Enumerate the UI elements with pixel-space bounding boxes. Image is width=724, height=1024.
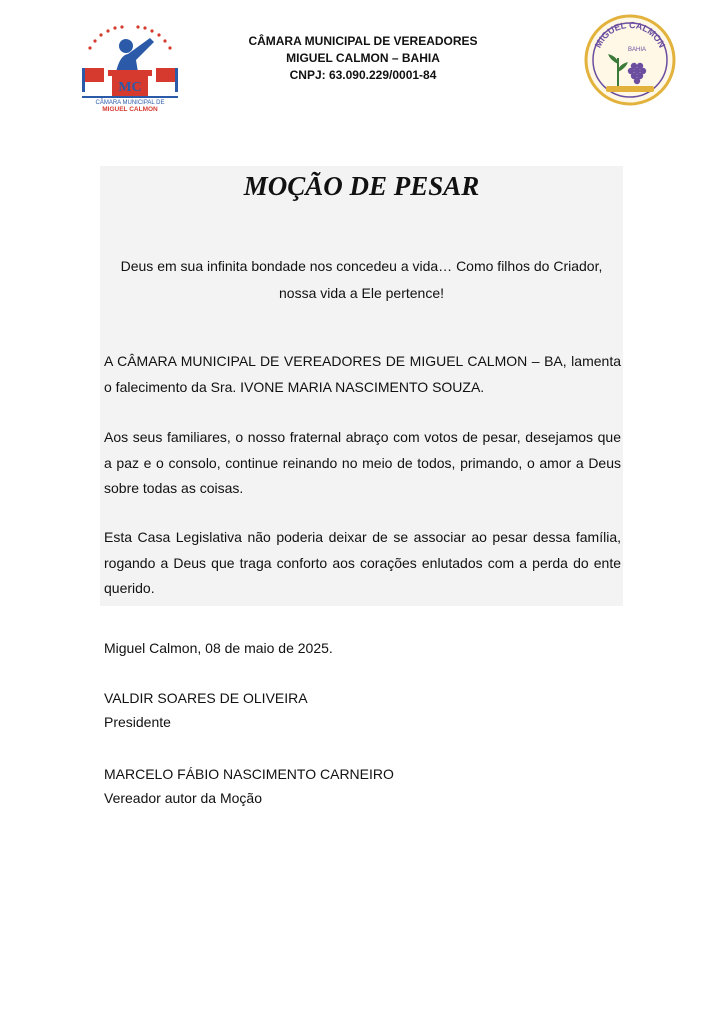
logo-text-city: MIGUEL CALMON xyxy=(102,106,158,113)
flag-right-icon xyxy=(156,68,176,82)
seal-arc-text: MIGUEL CALMON xyxy=(592,19,668,50)
camara-logo-graphic xyxy=(80,22,180,116)
municipal-seal-graphic xyxy=(584,14,676,106)
letterhead xyxy=(200,33,526,84)
seal-state-text: BAHIA xyxy=(627,47,647,53)
podium-icon xyxy=(108,70,152,96)
speaker-icon xyxy=(116,38,154,72)
document-title: MOÇÃO DE PESAR xyxy=(243,171,480,201)
document-date: Miguel Calmon, 08 de maio de 2025. xyxy=(104,640,333,656)
epigraph xyxy=(100,253,623,307)
municipal-seal xyxy=(584,14,676,106)
signatory-name: VALDIR SOARES DE OLIVEIRA xyxy=(104,690,308,706)
paragraph-condolences: Aos seus familiares, o nosso fraternal abraço com votos de pesar, desejamos que a paz e o consolo, continue reinando no meio de todos, primando, o amor a Deus sobre todas as coisas. xyxy=(104,429,621,496)
paragraph-legislative: Esta Casa Legislativa não poderia deixar de se associar ao pesar dessa família, rogando a Deus que traga conforto aos corações enlutados com a perda do ente querido. xyxy=(104,529,621,596)
signatory-role: Vereador autor da Moção xyxy=(104,790,262,806)
logo-text-main: CÂMARA MUNICIPAL DE xyxy=(95,100,165,106)
flag-left-icon xyxy=(84,68,104,82)
seal-ribbon xyxy=(606,86,654,92)
epigraph-line-1: Deus em sua infinita bondade nos concedeu a vida… Como filhos do Criador, xyxy=(120,258,603,274)
signatory-role: Presidente xyxy=(104,714,171,730)
signatory-name: MARCELO FÁBIO NASCIMENTO CARNEIRO xyxy=(104,766,394,782)
letterhead-line-3: CNPJ: 63.090.229/0001-84 xyxy=(289,68,437,82)
epigraph-line-2: nossa vida a Ele pertence! xyxy=(279,285,444,301)
paragraph-announcement: A CÂMARA MUNICIPAL DE VEREADORES DE MIGUEL CALMON – BA, lamenta o falecimento da Sra. IVONE MARIA NASCIMENTO SOUZA. xyxy=(104,353,621,395)
letterhead-line-2: MIGUEL CALMON – BAHIA xyxy=(286,51,440,65)
svg-text:MC: MC xyxy=(118,80,142,95)
letterhead-line-1: CÂMARA MUNICIPAL DE VEREADORES xyxy=(248,34,478,48)
camara-logo xyxy=(80,22,180,116)
